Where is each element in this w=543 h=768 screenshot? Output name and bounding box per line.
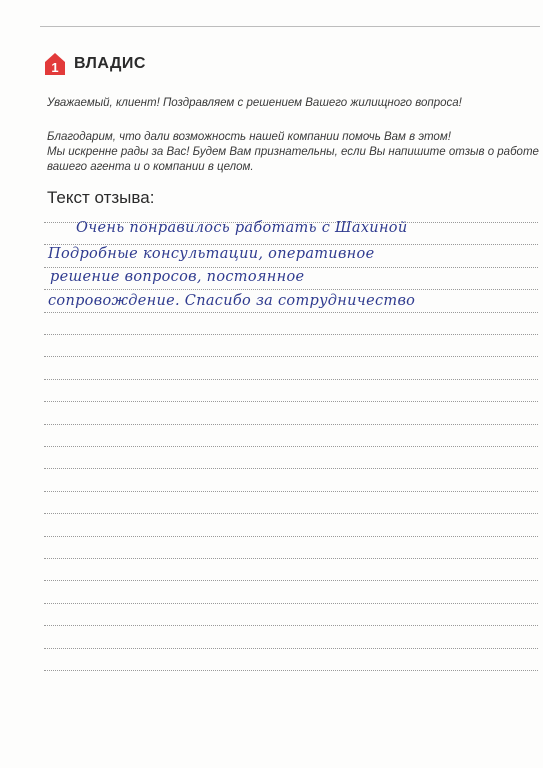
- ruled-line: [44, 625, 538, 626]
- ruled-line: [44, 334, 538, 335]
- ruled-line: [44, 536, 538, 537]
- intro-text: [47, 130, 539, 175]
- ruled-line: [44, 424, 538, 425]
- ruled-line: [44, 289, 538, 290]
- ruled-line: [44, 603, 538, 604]
- top-divider: [40, 26, 540, 27]
- ruled-line: [44, 267, 538, 268]
- intro-line: вашего агента и о компании в целом.: [47, 161, 254, 173]
- brand-name: ВЛАДИС: [74, 55, 146, 72]
- intro-line: Мы искренне рады за Вас! Будем Вам признательны, если Вы напишите отзыв о работе: [47, 146, 539, 158]
- ruled-line: [44, 513, 538, 514]
- ruled-line: [44, 580, 538, 581]
- review-heading: Текст отзыва:: [47, 188, 155, 207]
- handwritten-line: Подробные консультации, оперативное: [48, 246, 375, 262]
- ruled-line: [44, 558, 538, 559]
- ruled-line: [44, 446, 538, 447]
- ruled-lines-area: [44, 214, 538, 694]
- intro-line: Благодарим, что дали возможность нашей компании помочь Вам в этом!: [47, 131, 451, 143]
- company-logo: [44, 52, 146, 76]
- ruled-line: [44, 401, 538, 402]
- ruled-line: [44, 491, 538, 492]
- handwritten-line: Очень понравилось работать с Шахиной: [76, 220, 408, 236]
- ruled-line: [44, 379, 538, 380]
- ruled-line: [44, 312, 538, 313]
- handwritten-line: сопровождение. Спасибо за сотрудничество: [48, 293, 416, 309]
- ruled-line: [44, 356, 538, 357]
- ruled-line: [44, 670, 538, 671]
- logo-digit: 1: [51, 60, 59, 75]
- house-logo-icon: [44, 52, 66, 76]
- handwritten-line: решение вопросов, постоянное: [50, 269, 305, 285]
- greeting-text: Уважаемый, клиент! Поздравляем с решением Вашего жилищного вопроса!: [47, 97, 462, 109]
- ruled-line: [44, 468, 538, 469]
- ruled-line: [44, 648, 538, 649]
